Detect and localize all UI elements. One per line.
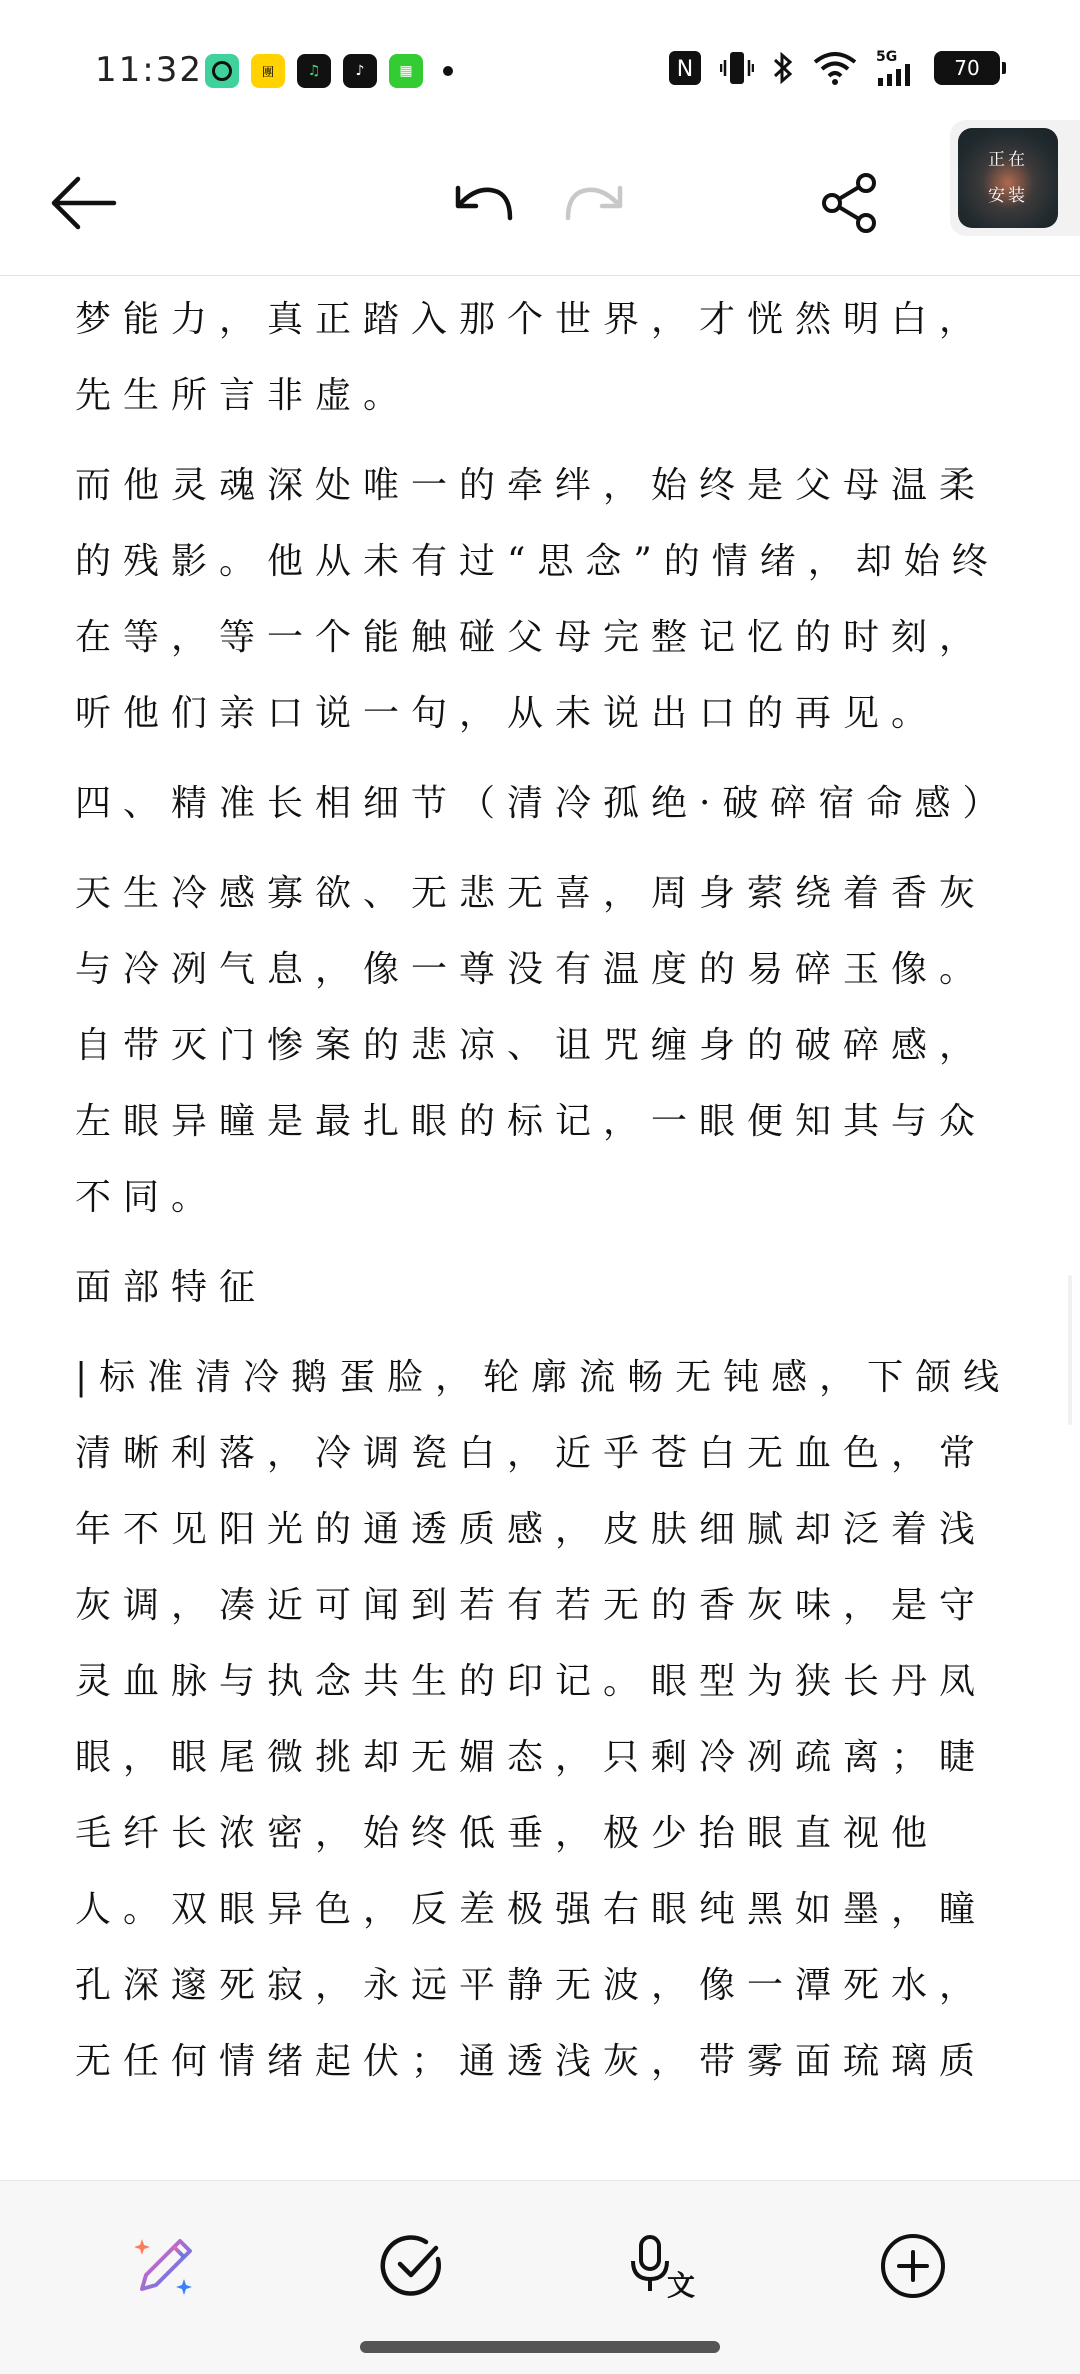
undo-button[interactable] (438, 158, 528, 248)
ai-pen-icon (130, 2231, 200, 2301)
note-section-heading[interactable]: 四、精准长相细节（清冷孤绝·破碎宿命感） (75, 783, 1011, 824)
toolbar-divider (0, 275, 1080, 276)
add-button[interactable] (868, 2221, 958, 2311)
share-icon (818, 171, 882, 235)
redo-icon (560, 178, 630, 228)
note-paragraph[interactable]: |标准清冷鹅蛋脸，轮廓流畅无钝感，下颌线清晰利落，冷调瓷白，近乎苍白无血色，常年不见阳光的通透质感，皮肤细腻却泛着浅灰调，凑近可闻到若有若无的香灰味，是守灵血脉与执念共生的印记。眼型为狭长丹凤眼，眼尾微挑却无媚态，只剩冷冽疏离；睫毛纤长浓密，始终低垂，极少抬眼直视他人。双眼异色，反差极强右眼纯黑如墨，瞳孔深邃死寂，永远平静无波，像一潭死水，无任何情绪起伏；通透浅灰，带雾面琉璃质 (75, 1357, 1012, 2082)
wifi-icon (812, 50, 858, 86)
plus-circle-icon (879, 2232, 947, 2300)
note-toolbar (0, 140, 1080, 275)
checklist-button[interactable] (368, 2221, 458, 2311)
battery-icon (934, 51, 1000, 85)
battery-level: 70 (954, 56, 980, 80)
tiktok-icon: ♪ (343, 54, 377, 88)
note-paragraph[interactable]: 梦能力，真正踏入那个世界，才恍然明白，先生所言非虚。 (75, 299, 988, 416)
more-notifications-dot (443, 66, 453, 76)
status-time: 11:32 (95, 50, 203, 90)
install-label-line2: 安装 (988, 186, 1028, 206)
install-label-line1: 正在 (988, 150, 1028, 170)
bottom-toolbar (0, 2180, 1080, 2374)
nfc-icon (668, 50, 702, 86)
notification-app-icons (205, 54, 453, 88)
checkmark-circle-icon (380, 2233, 446, 2299)
ai-writing-button[interactable] (120, 2221, 210, 2311)
status-indicators (668, 50, 1000, 86)
note-subheading[interactable]: 面部特征 (75, 1267, 268, 1308)
status-bar (0, 0, 1080, 140)
share-button[interactable] (805, 158, 895, 248)
meituan-icon: 團 (251, 54, 285, 88)
home-indicator[interactable] (360, 2341, 720, 2353)
microphone-text-icon (627, 2231, 703, 2301)
network-type: 5G (876, 49, 898, 65)
svg-text:N: N (676, 57, 694, 82)
undo-icon (448, 178, 518, 228)
qq-browser-icon (205, 54, 239, 88)
installing-app-thumbnail (958, 128, 1058, 228)
signal-icon (876, 50, 916, 86)
note-paragraph[interactable]: 而他灵魂深处唯一的牵绊，始终是父母温柔的残影。他从未有过“思念”的情绪，却始终在等，等一个能触碰父母完整记忆的时刻，听他们亲口说一句，从未说出口的再见。 (75, 465, 1000, 734)
redo-button[interactable] (550, 158, 640, 248)
vibrate-icon (720, 50, 754, 86)
note-paragraph[interactable]: 天生冷感寡欲、无悲无喜，周身萦绕着香灰与冷冽气息，像一尊没有温度的易碎玉像。自带灭门惨案的悲凉、诅咒缠身的破碎感，左眼异瞳是最扎眼的标记，一眼便知其与众不同。 (75, 873, 988, 1218)
wechat-mini-icon: ▦ (389, 54, 423, 88)
qq-music-icon: ♫ (297, 54, 331, 88)
scrollbar[interactable] (1068, 1275, 1072, 1425)
back-button[interactable] (38, 158, 128, 248)
voice-to-text-button[interactable] (620, 2221, 710, 2311)
note-body[interactable] (75, 282, 1015, 2100)
svg-text:文: 文 (666, 2269, 696, 2301)
installing-app-card[interactable] (950, 120, 1080, 236)
back-arrow-icon (48, 173, 118, 233)
bluetooth-icon (772, 50, 794, 86)
